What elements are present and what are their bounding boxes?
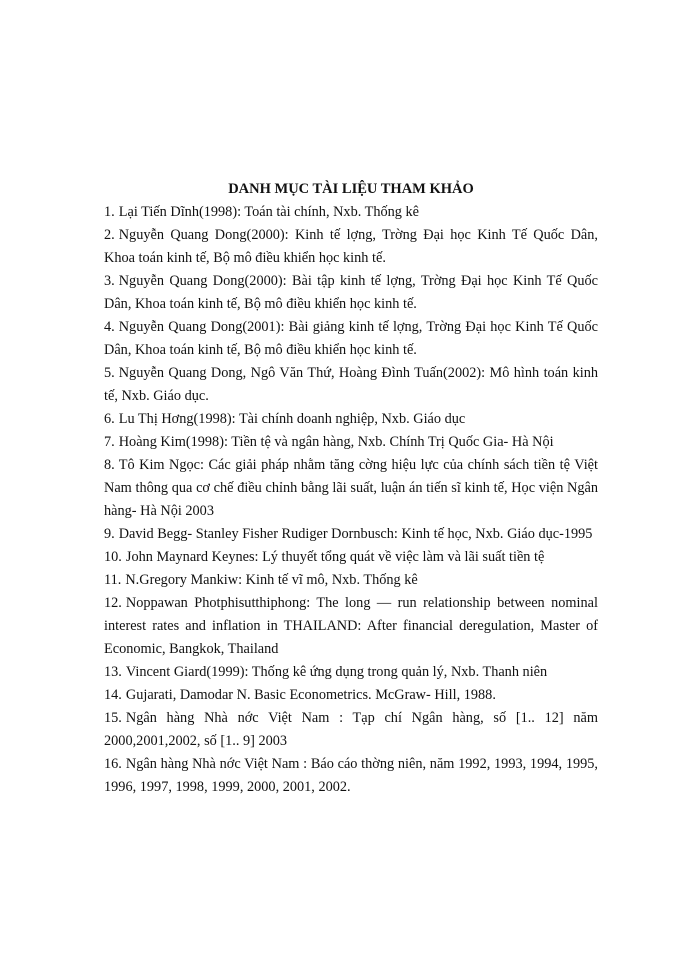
reference-number: 15. [104, 710, 122, 726]
reference-item [104, 362, 598, 408]
reference-item [104, 569, 598, 592]
reference-item [104, 201, 598, 224]
reference-item [104, 224, 598, 270]
reference-number: 1. [104, 204, 115, 220]
reference-text: Noppawan Photphisutthiphong: The long — run relationship between nominal interest rates and inflation in THAILAND: After financial deregulation, Master of Economic, Bangkok, Thailand [104, 595, 598, 657]
reference-number: 13. [104, 664, 122, 680]
reference-number: 8. [104, 457, 115, 473]
reference-text: N.Gregory Mankiw: Kinh tế vĩ mô, Nxb. Thống kê [125, 572, 418, 588]
reference-number: 9. [104, 526, 115, 542]
reference-number: 7. [104, 434, 115, 450]
reference-item [104, 316, 598, 362]
reference-text: Ngân hàng Nhà nớc Việt Nam : Tạp chí Ngân hàng, số [1.. 12] năm 2000,2001,2002, số [1.. 9] 2003 [104, 710, 598, 749]
reference-item [104, 661, 598, 684]
reference-text: Lại Tiến Dĩnh(1998): Toán tài chính, Nxb. Thống kê [118, 204, 420, 220]
reference-item [104, 523, 598, 546]
page-title: DANH MỤC TÀI LIỆU THAM KHẢO [228, 181, 474, 197]
reference-item [104, 270, 598, 316]
reference-number: 6. [104, 411, 115, 427]
reference-number: 11. [104, 572, 122, 588]
reference-number: 14. [104, 687, 122, 703]
document-page [104, 178, 598, 799]
reference-text: Gujarati, Damodar N. Basic Econometrics. McGraw- Hill, 1988. [125, 687, 496, 703]
reference-text: Tô Kim Ngọc: Các giải pháp nhằm tăng cờng hiệu lực của chính sách tiền tệ Việt Nam thông qua cơ chế điều chỉnh bằng lãi suất, luận án tiến sĩ kinh tế, Học viện Ngân hàng- Hà Nội 2003 [104, 457, 598, 519]
reference-item [104, 408, 598, 431]
reference-text: John Maynard Keynes: Lý thuyết tổng quát về việc làm và lãi suất tiền tệ [125, 549, 545, 565]
reference-text: Nguyễn Quang Dong(2001): Bài giảng kinh tế lợng, Trờng Đại học Kinh Tế Quốc Dân, Khoa toán kinh tế, Bộ mô điều khiển học kinh tế. [104, 319, 598, 358]
reference-number: 2. [104, 227, 115, 243]
reference-text: Lu Thị Hơng(1998): Tài chính doanh nghiệp, Nxb. Giáo dục [118, 411, 466, 427]
reference-list [104, 201, 598, 799]
reference-text: Ngân hàng Nhà nớc Việt Nam : Báo cáo thờng niên, năm 1992, 1993, 1994, 1995, 1996, 1997, 1998, 1999, 2000, 2001, 2002. [104, 756, 598, 795]
reference-item [104, 753, 598, 799]
reference-number: 3. [104, 273, 115, 289]
reference-text: David Begg- Stanley Fisher Rudiger Dornbusch: Kinh tế học, Nxb. Giáo dục-1995 [118, 526, 593, 542]
reference-text: Nguyễn Quang Dong, Ngô Văn Thứ, Hoàng Đình Tuấn(2002): Mô hình toán kinh tế, Nxb. Giáo dục. [104, 365, 598, 404]
reference-number: 10. [104, 549, 122, 565]
reference-item [104, 454, 598, 523]
reference-item [104, 546, 598, 569]
reference-text: Nguyễn Quang Dong(2000): Bài tập kinh tế lợng, Trờng Đại học Kinh Tế Quốc Dân, Khoa toán kinh tế, Bộ mô điều khiển học kinh tế. [104, 273, 598, 312]
reference-number: 12. [104, 595, 122, 611]
reference-text: Vincent Giard(1999): Thống kê ứng dụng trong quản lý, Nxb. Thanh niên [125, 664, 548, 680]
reference-number: 16. [104, 756, 122, 772]
reference-text: Nguyễn Quang Dong(2000): Kinh tế lợng, Trờng Đại học Kinh Tế Quốc Dân, Khoa toán kinh tế, Bộ mô điều khiển học kinh tế. [104, 227, 598, 266]
reference-text: Hoàng Kim(1998): Tiền tệ và ngân hàng, Nxb. Chính Trị Quốc Gia- Hà Nội [118, 434, 554, 450]
reference-item [104, 707, 598, 753]
reference-number: 4. [104, 319, 115, 335]
reference-item [104, 431, 598, 454]
reference-item [104, 684, 598, 707]
reference-item [104, 592, 598, 661]
reference-number: 5. [104, 365, 115, 381]
